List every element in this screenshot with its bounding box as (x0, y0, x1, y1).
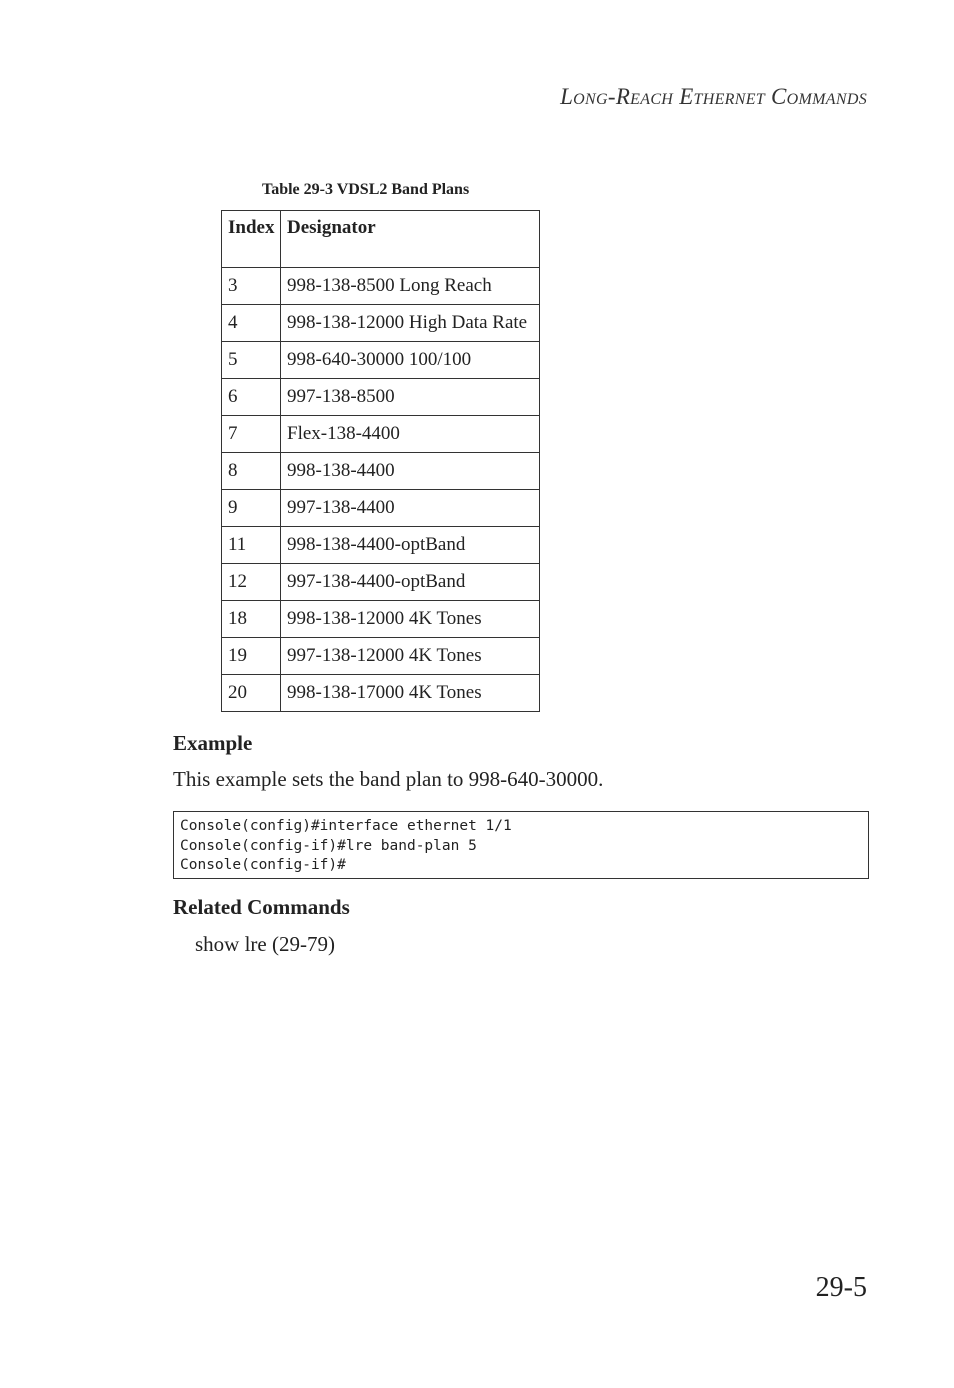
cell-index: 4 (222, 305, 281, 342)
table-header-row (222, 211, 540, 268)
cell-designator: 998-640-30000 100/100 (281, 342, 540, 379)
cell-designator: Flex-138-4400 (281, 416, 540, 453)
cell-designator: 998-138-8500 Long Reach (281, 268, 540, 305)
running-header: Long-Reach Ethernet Commands (560, 84, 867, 109)
table-row (222, 453, 540, 490)
table-body (222, 268, 540, 712)
example-heading: Example (173, 731, 253, 755)
example-description: This example sets the band plan to 998-640-30000. (173, 767, 604, 791)
table-row (222, 527, 540, 564)
table-row (222, 342, 540, 379)
page-number: 29-5 (815, 1272, 867, 1303)
table-row (222, 379, 540, 416)
table-row (222, 305, 540, 342)
cell-index: 18 (222, 601, 281, 638)
cell-index: 9 (222, 490, 281, 527)
cell-designator: 997-138-4400-optBand (281, 564, 540, 601)
cell-index: 7 (222, 416, 281, 453)
related-commands-heading: Related Commands (173, 895, 350, 919)
table-row (222, 601, 540, 638)
table-caption: Table 29-3 VDSL2 Band Plans (262, 181, 470, 198)
table-row (222, 638, 540, 675)
cell-designator: 998-138-4400 (281, 453, 540, 490)
code-line: Console(config)#interface ethernet 1/1 (180, 818, 512, 834)
cell-index: 11 (222, 527, 281, 564)
cell-designator: 997-138-12000 4K Tones (281, 638, 540, 675)
cell-designator: 997-138-8500 (281, 379, 540, 416)
cell-index: 3 (222, 268, 281, 305)
cell-index: 20 (222, 675, 281, 712)
cell-index: 8 (222, 453, 281, 490)
table-row (222, 268, 540, 305)
code-line: Console(config-if)#lre band-plan 5 (180, 837, 477, 854)
column-header-designator: Designator (281, 211, 540, 268)
cell-index: 12 (222, 564, 281, 601)
cell-index: 5 (222, 342, 281, 379)
column-header-index: Index (222, 211, 281, 268)
code-line: Console(config-if)# (180, 857, 346, 873)
table-row (222, 564, 540, 601)
related-command-link[interactable]: show lre (29-79) (195, 932, 335, 956)
band-plans-table (221, 210, 540, 712)
table-row (222, 416, 540, 453)
table-row (222, 675, 540, 712)
cell-designator: 998-138-12000 4K Tones (281, 601, 540, 638)
cell-designator: 997-138-4400 (281, 490, 540, 527)
cell-designator: 998-138-12000 High Data Rate (281, 305, 540, 342)
cell-designator: 998-138-17000 4K Tones (281, 675, 540, 712)
cell-index: 6 (222, 379, 281, 416)
cell-index: 19 (222, 638, 281, 675)
cell-designator: 998-138-4400-optBand (281, 527, 540, 564)
code-block (173, 811, 869, 879)
table-row (222, 490, 540, 527)
